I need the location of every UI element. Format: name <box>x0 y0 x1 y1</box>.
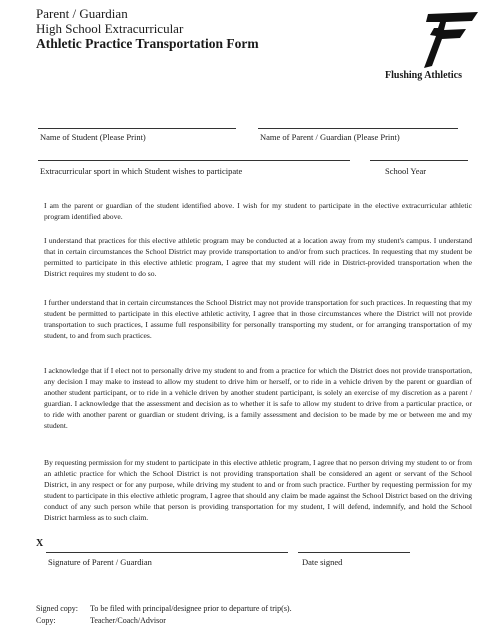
date-label: Date signed <box>302 557 343 567</box>
student-name-label: Name of Student (Please Print) <box>40 132 146 142</box>
parent-name-label: Name of Parent / Guardian (Please Print) <box>260 132 400 142</box>
paragraph-intro: I am the parent or guardian of the student identified above. I wish for my student to participate in the elective extracurricular athletic program identified above. <box>44 201 472 221</box>
signature-label: Signature of Parent / Guardian <box>48 557 152 567</box>
date-line[interactable] <box>298 552 410 553</box>
school-year-label: School Year <box>385 166 427 176</box>
parent-name-line[interactable] <box>258 128 458 129</box>
organization-name: Flushing Athletics <box>385 70 462 81</box>
title-line-2: High School Extracurricular <box>36 21 184 36</box>
copy-label: Copy: <box>36 616 56 625</box>
paragraph-liability: By requesting permission for my student to participate in this elective athletic program, I agree that no person driving my student to or from an athletic practice for which the School District is not providing transportation shall be considered an agent or servant of the School District, in any respect or for any purpose, while driving my student to and or from such practice. Further by requesting permission for my student to participate in this elective athletic program, I agree that should any claim be made against the School District based on the driving conduct of any such person while that person is providing transportation for my student, I will defend, indemnify, and hold the School District harmless as to such claim. <box>44 458 472 522</box>
signed-copy-label: Signed copy: <box>36 604 78 613</box>
flushing-f-logo-icon <box>420 8 482 70</box>
paragraph-acknowledge: I acknowledge that if I elect not to personally drive my student to and from a practice for which the District does not provide transportation, any decision I may make to instead to allow my student to drive him or herself, or to ride in a vehicle driven by the parent or guardian of another student participant, or to ride in a vehicle driven by another student participant, is solely an exercise of my discretion as a parent / guardian. I acknowledge that the assessment and decision as to whether it is safe to allow my student to drive from a particular practice, or to ride with another parent or guardian or student driving, is a family assessment and decision to be made by me or between me and my student. <box>44 366 472 430</box>
student-name-line[interactable] <box>38 128 236 129</box>
copy-text: Teacher/Coach/Advisor <box>90 616 166 625</box>
paragraph-no-transport: I further understand that in certain circumstances the School District may not provide transportation for such practices. In requesting that my student be permitted to participate in this elective athletic activity, I agree that in those circumstances where the District will not provide transportation to such practices, I assume full responsibility for personally transporting my student, or for arranging transportation of my student, to and from such practices. <box>44 298 472 340</box>
title-line-1: Parent / Guardian <box>36 6 128 21</box>
paragraph-district-transport: I understand that practices for this elective athletic program may be conducted at a location away from my student's campus. I understand that in certain circumstances the School District may provide transportation to and/or from such practices. In requesting that my student be permitted to participate in this elective athletic program, I agree that my student will ride in District-provided transportation when the District requires my student to do so. <box>44 236 472 278</box>
signature-x-mark: X <box>36 538 44 549</box>
sport-label: Extracurricular sport in which Student wishes to participate <box>40 166 243 176</box>
school-year-line[interactable] <box>370 160 468 161</box>
form-title: Athletic Practice Transportation Form <box>36 36 259 51</box>
signature-line[interactable] <box>46 552 288 553</box>
sport-line[interactable] <box>38 160 350 161</box>
signed-copy-text: To be filed with principal/designee prior to departure of trip(s). <box>90 604 292 613</box>
